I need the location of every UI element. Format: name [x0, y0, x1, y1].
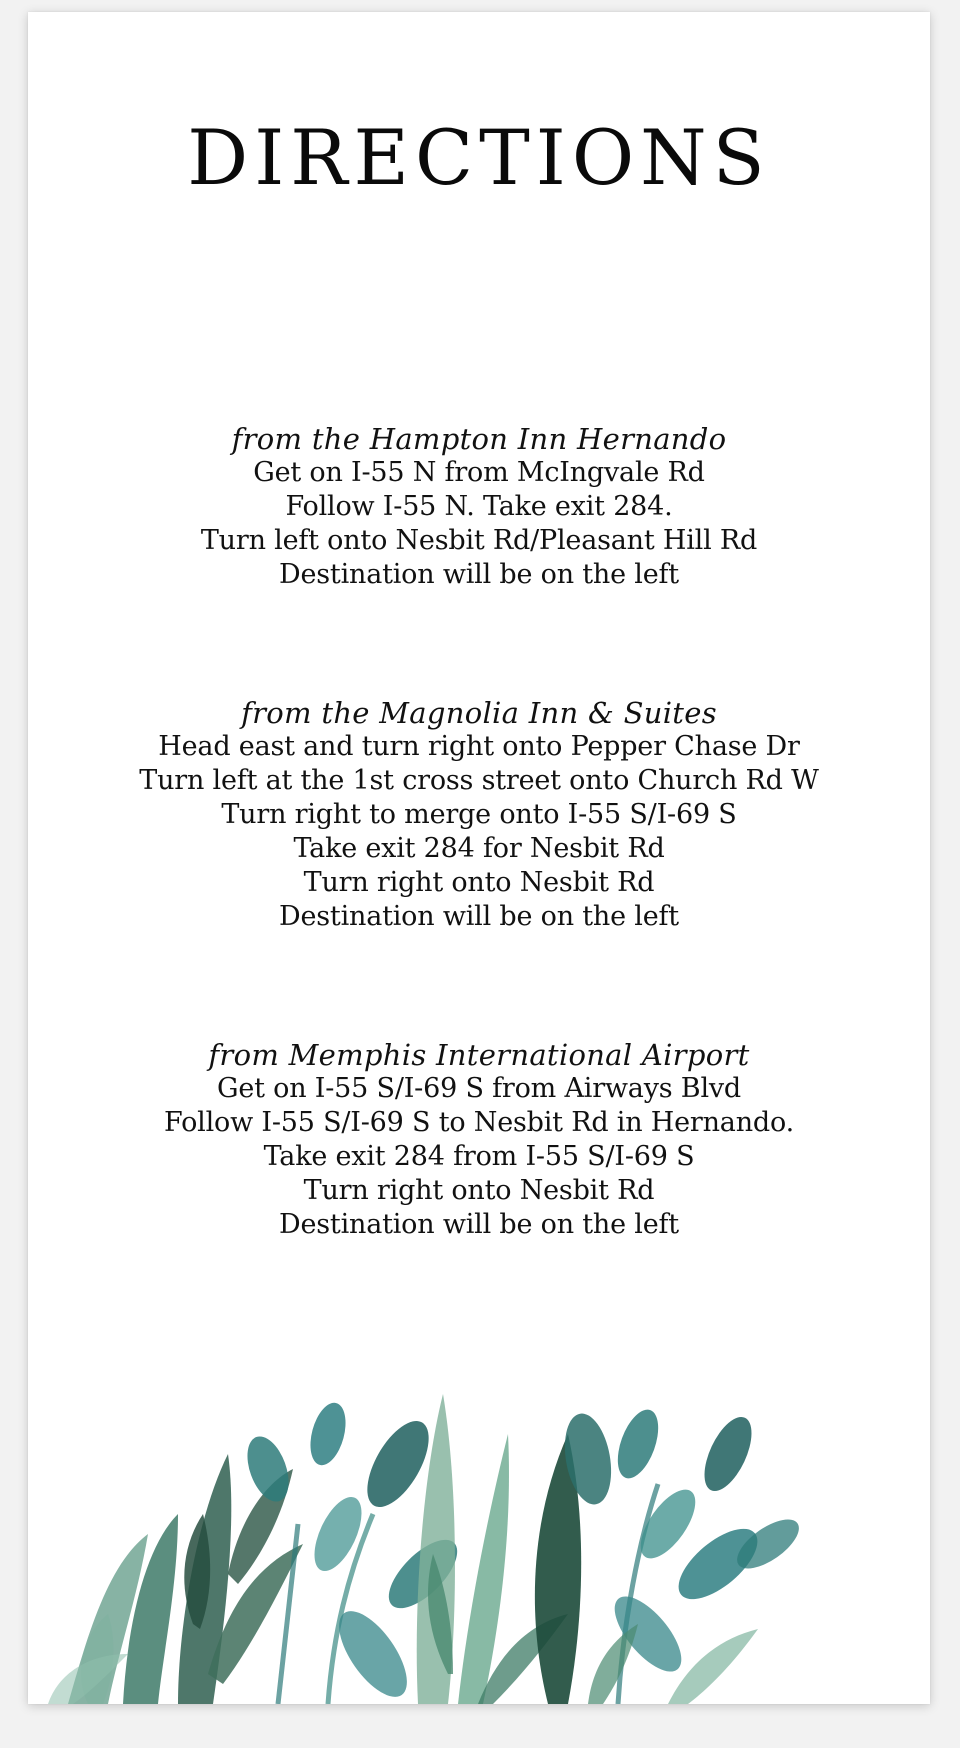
direction-step: Follow I-55 N. Take exit 284. [285, 491, 673, 522]
direction-step: Destination will be on the left [279, 1209, 679, 1240]
foliage-right-cluster [535, 1404, 807, 1704]
directions-section-magnolia [28, 696, 930, 934]
direction-step: Follow I-55 S/I-69 S to Nesbit Rd in Hernando. [164, 1107, 794, 1138]
directions-section-hampton [28, 422, 930, 592]
direction-step: Destination will be on the left [279, 559, 679, 590]
direction-step: Turn right onto Nesbit Rd [303, 1175, 655, 1206]
direction-step: Turn right to merge onto I-55 S/I-69 S [221, 799, 737, 830]
direction-step: Destination will be on the left [279, 901, 679, 932]
direction-step: Turn left at the 1st cross street onto Church Rd W [139, 765, 819, 796]
directions-section-airport [28, 1038, 930, 1242]
section-heading: from the Hampton Inn Hernando [231, 422, 727, 456]
direction-step: Get on I-55 N from McIngvale Rd [253, 457, 705, 488]
direction-step: Head east and turn right onto Pepper Chase Dr [158, 731, 800, 762]
direction-step: Turn right onto Nesbit Rd [303, 867, 655, 898]
section-heading: from the Magnolia Inn & Suites [241, 696, 717, 730]
directions-card [28, 12, 930, 1704]
direction-step: Take exit 284 for Nesbit Rd [293, 833, 665, 864]
section-heading: from Memphis International Airport [208, 1038, 750, 1072]
page-title: DIRECTIONS [187, 113, 771, 202]
watercolor-foliage-illustration [28, 1374, 930, 1704]
direction-step: Turn left onto Nesbit Rd/Pleasant Hill Rd [200, 525, 758, 556]
direction-step: Get on I-55 S/I-69 S from Airways Blvd [216, 1073, 742, 1104]
direction-step: Take exit 284 from I-55 S/I-69 S [263, 1141, 695, 1172]
